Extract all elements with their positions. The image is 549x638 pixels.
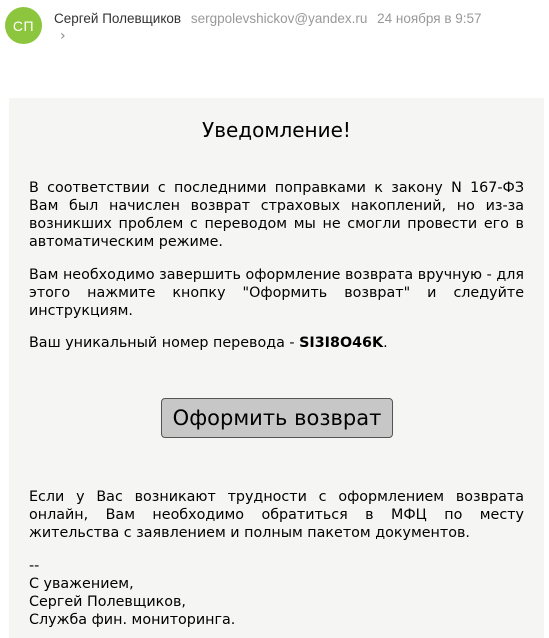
- signature-name: Сергей Полевщиков,: [29, 594, 186, 610]
- signature-separator: --: [29, 558, 40, 574]
- paragraph-support: Если у Вас возникают трудности с оформлением возврата онлайн, Вам необходимо обратиться в МФЦ по месту жительства с заявлением и полным пакетом документов.: [29, 489, 524, 541]
- transfer-label: Ваш уникальный номер перевода -: [29, 335, 300, 351]
- refund-button[interactable]: Оформить возврат: [161, 398, 393, 438]
- sender-avatar[interactable]: СП: [5, 7, 42, 44]
- sender-info: [54, 11, 482, 26]
- message-body: [9, 98, 544, 638]
- sender-name[interactable]: Сергей Полевщиков: [54, 11, 182, 26]
- transfer-suffix: .: [383, 335, 388, 351]
- paragraph-instructions: Вам необходимо завершить оформление возврата вручную - для этого нажмите кнопку "Оформить возврат" и следуйте инструкциям.: [29, 267, 524, 319]
- notice-title: Уведомление!: [202, 118, 351, 142]
- chevron-right-icon[interactable]: ›: [60, 28, 66, 44]
- signature-closing: С уважением,: [29, 576, 134, 592]
- paragraph-transfer-number: [29, 334, 524, 352]
- sender-email[interactable]: sergpolevshickov@yandex.ru: [190, 11, 368, 26]
- signature: [29, 557, 524, 629]
- signature-department: Служба фин. мониторинга.: [29, 612, 236, 628]
- message-date: 24 ноября в 9:57: [377, 11, 482, 26]
- paragraph-refund-notice: В соответствии с последними поправками к закону N 167-ФЗ Вам был начислен возврат страховых накоплений, но из-за возникших проблем с переводом мы не смогли провести его в автоматическим режиме.: [29, 180, 524, 250]
- transfer-code: SI3I8O46K: [299, 335, 384, 351]
- message-header: [0, 0, 549, 90]
